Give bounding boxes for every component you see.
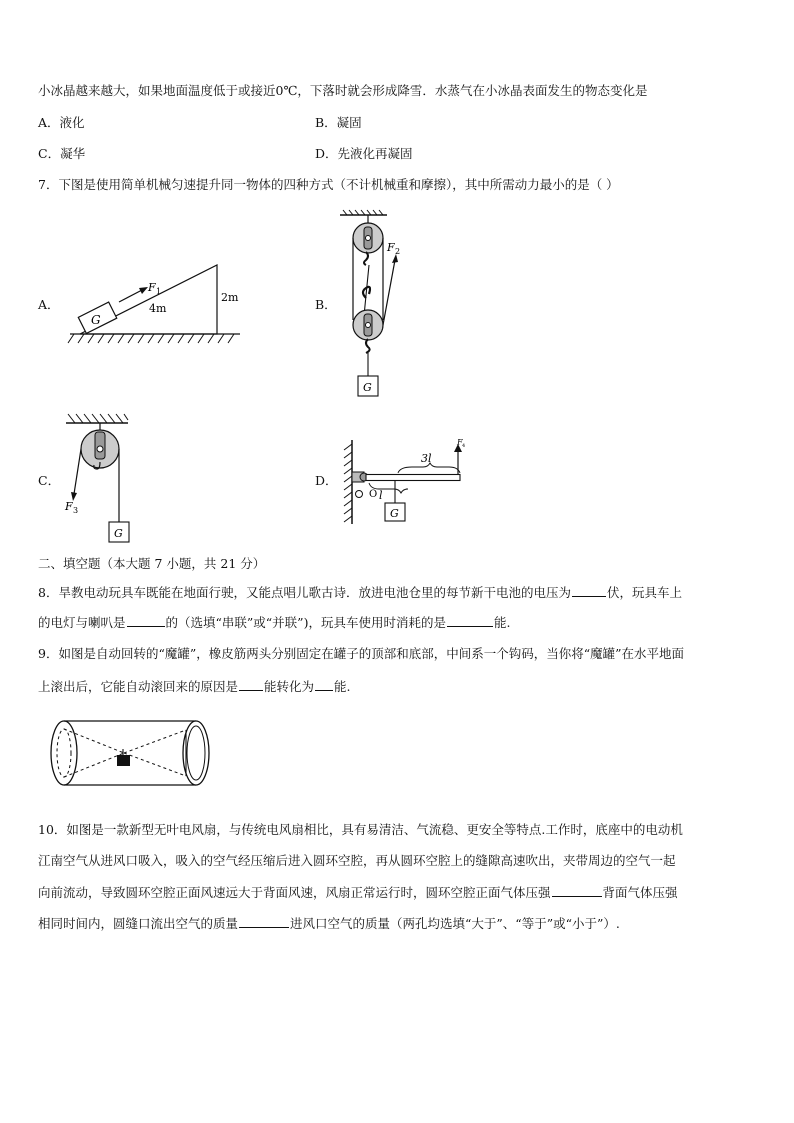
q6-option-a[interactable]: A．液化 xyxy=(38,115,85,130)
q7b-weight-label: G xyxy=(363,381,372,394)
q7d-force-label: F xyxy=(457,438,463,447)
q7d-long-arm-label: 3l xyxy=(421,452,432,465)
q7a-weight-label: G xyxy=(91,313,101,327)
q7-option-a-label[interactable]: A． xyxy=(38,297,60,312)
q8-text-1b: 伏，玩具车上 xyxy=(606,585,682,600)
q6-option-c[interactable]: C．凝华 xyxy=(38,146,86,161)
q7-figure-a-inclined-plane xyxy=(62,255,242,350)
section2-title: 二、填空题（本大题 7 小题，共 21 分） xyxy=(38,556,266,571)
q7d-weight-label: G xyxy=(390,507,399,520)
q9-blank-energy-from[interactable] xyxy=(239,678,263,691)
q7-option-d-label[interactable]: D． xyxy=(315,473,338,488)
q7b-force-subscript: 2 xyxy=(395,247,401,256)
q10-line3 xyxy=(38,884,678,901)
q7-option-b-label[interactable]: B． xyxy=(315,297,337,312)
q9-figure-magic-can xyxy=(46,716,216,790)
q7-figure-c-fixed-pulley xyxy=(62,410,132,550)
q6-continuation: 小冰晶越来越大，如果地面温度低于或接近0℃，下落时就会形成降雪．水蒸气在小冰晶表面发生的物态变化是 xyxy=(38,83,648,98)
q9-text-2a: 上滚出后，它能自动滚回来的原因是 xyxy=(38,679,239,694)
q9-line1: 9．如图是自动回转的“魔罐”，橡皮筋两头分别固定在罐子的顶部和底部，中间系一个钩码，当你将“魔罐”在水平地面 xyxy=(38,646,685,661)
q6-option-d[interactable]: D．先液化再凝固 xyxy=(315,146,413,161)
q8-line2 xyxy=(38,614,510,631)
q10-text-3a: 向前流动，导致圆环空腔正面风速远大于背面风速，风扇正常运行时，圆环空腔正面气体压强 xyxy=(38,885,551,900)
q7c-weight-label: G xyxy=(114,527,123,540)
q10-blank-pressure[interactable] xyxy=(552,884,602,897)
q6-option-b[interactable]: B．凝固 xyxy=(315,115,362,130)
q7a-slope-length: 4m xyxy=(149,302,167,315)
q10-line1: 10．如图是一款新型无叶电风扇，与传统电风扇相比，具有易清洁、气流稳、更安全等特点.工作时，底座中的电动机 xyxy=(38,822,683,837)
q10-text-4b: 进风口空气的质量（两孔均选填“大于”、“等于”或“小于”）. xyxy=(290,916,620,931)
q7d-force-subscript: 4 xyxy=(462,443,466,449)
q10-line2: 江南空气从进风口吸入，吸入的空气经压缩后进入圆环空腔，再从圆环空腔上的缝隙高速吹出，夹带周边的空气一起 xyxy=(38,853,676,868)
q8-text-2b: 的（选填“串联”或“并联”)，玩具车使用时消耗的是 xyxy=(165,615,446,630)
q8-blank-energy[interactable] xyxy=(447,614,493,627)
q7c-force-label: F xyxy=(65,500,73,513)
q7-figure-b-pulley-system xyxy=(335,208,415,403)
q7-option-c-label[interactable]: C． xyxy=(38,473,61,488)
q7-figure-d-lever xyxy=(336,436,471,528)
q10-text-4a: 相同时间内，圆缝口流出空气的质量 xyxy=(38,916,239,931)
q8-blank-voltage[interactable] xyxy=(572,584,606,597)
q8-text-1a: 8．旱教电动玩具车既能在地面行驶，又能点唱儿歌古诗．放进电池仓里的每节新干电池的电压为 xyxy=(38,585,571,600)
q7b-force-label: F xyxy=(387,241,395,254)
q9-text-2c: 能. xyxy=(334,679,351,694)
q10-text-3b: 背面气体压强 xyxy=(602,885,678,900)
q7c-force-subscript: 3 xyxy=(73,506,79,515)
q8-text-2a: 的电灯与喇叭是 xyxy=(38,615,126,630)
q7d-pivot-label: O xyxy=(369,489,378,500)
q8-line1 xyxy=(38,584,682,601)
q9-text-2b: 能转化为 xyxy=(264,679,315,694)
q7a-force-subscript: 1 xyxy=(156,287,162,296)
q7a-height-label: 2m xyxy=(221,291,239,304)
q10-blank-mass[interactable] xyxy=(239,915,289,928)
q8-text-2c: 能. xyxy=(493,615,511,630)
q7a-force-label: F xyxy=(148,281,156,294)
q7d-short-arm-label: l xyxy=(379,489,383,502)
q9-blank-energy-to[interactable] xyxy=(315,678,333,691)
q9-line2 xyxy=(38,678,351,695)
q10-line4 xyxy=(38,915,620,932)
q8-blank-connection[interactable] xyxy=(127,614,165,627)
q7-stem: 7．下图是使用简单机械匀速提升同一物体的四种方式（不计机械重和摩擦），其中所需动力最小的是（ ） xyxy=(38,177,619,192)
